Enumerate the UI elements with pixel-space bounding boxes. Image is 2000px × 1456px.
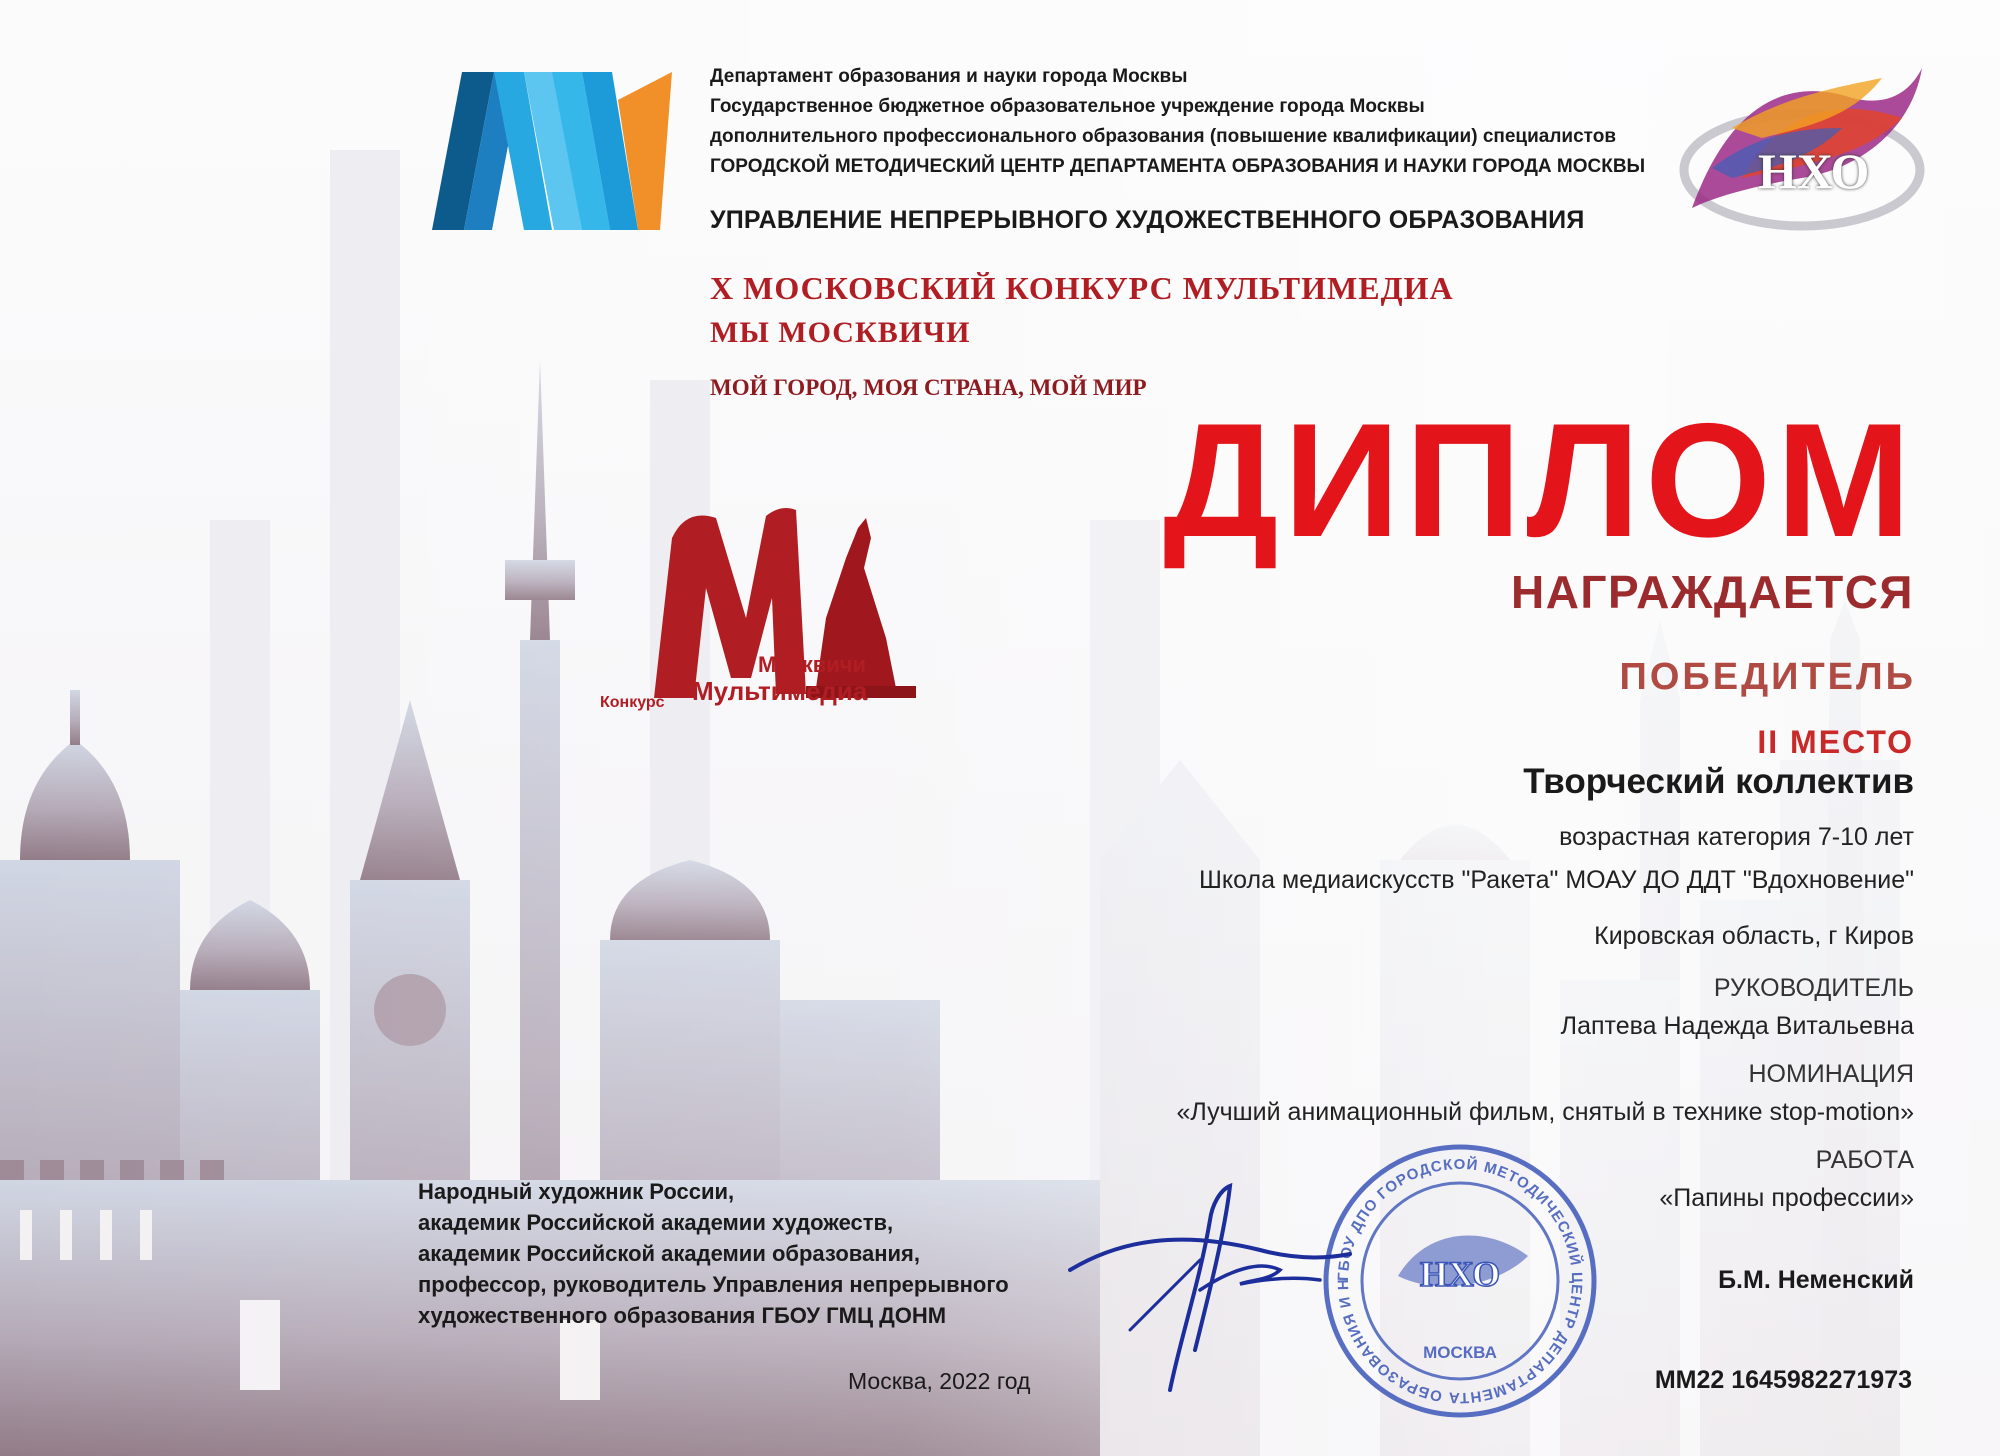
stamp-ring-text: ГБОУ ДПО ГОРОДСКОЙ МЕТОДИЧЕСКИЙ ЦЕНТР ДЕПАРТАМЕНТА ОБРАЗОВАНИЯ И Н — [1334, 1155, 1586, 1407]
work-label: РАБОТА — [1815, 1146, 1914, 1174]
header-line-3: дополнительного профессионального образования (повышение квалификации) специалистов — [710, 126, 1617, 147]
contest-logo — [596, 498, 926, 726]
recipient-name: Творческий коллектив — [1523, 762, 1914, 801]
nho-logo-text: НХО — [1758, 143, 1870, 199]
signatory-line: академик Российской академии образования, — [418, 1241, 920, 1266]
nho-logo — [1672, 58, 1932, 238]
age-category: возрастная категория 7-10 лет — [1559, 823, 1914, 851]
place-year: Москва, 2022 год — [848, 1368, 1031, 1394]
stamp-city-text: МОСКВА — [1423, 1343, 1497, 1362]
nomination-value: «Лучший анимационный фильм, снятый в технике stop-motion» — [1176, 1098, 1914, 1126]
stamp-graphic — [1318, 1136, 1602, 1426]
department-title: УПРАВЛЕНИЕ НЕПРЕРЫВНОГО ХУДОЖЕСТВЕННОГО ОБРАЗОВАНИЯ — [710, 206, 1585, 234]
contest-motto: МОЙ ГОРОД, МОЯ СТРАНА, МОЙ МИР — [710, 375, 1147, 400]
region: Кировская область, г Киров — [1594, 922, 1914, 950]
signatory-line: академик Российской академии художеств, — [418, 1210, 894, 1235]
header-line-4: ГОРОДСКОЙ МЕТОДИЧЕСКИЙ ЦЕНТР ДЕПАРТАМЕНТА ОБРАЗОВАНИЯ И НАУКИ ГОРОДА МОСКВЫ — [710, 156, 1646, 177]
header-line-1: Департамент образования и науки города Москвы — [710, 66, 1188, 87]
signatory-line: профессор, руководитель Управления непрерывного — [418, 1272, 1009, 1297]
diploma-title: ДИПЛОМ — [1163, 390, 1916, 571]
organization: Школа медиаискусств "Ракета" МОАУ ДО ДДТ "Вдохновение" — [1199, 866, 1914, 894]
contest-logo-word-3: Конкурс — [600, 694, 665, 711]
leader-label: РУКОВОДИТЕЛЬ — [1713, 974, 1914, 1002]
signatory-line: Народный художник России, — [418, 1179, 735, 1204]
signatory-name: Б.М. Неменский — [1718, 1266, 1914, 1294]
nomination-label: НОМИНАЦИЯ — [1748, 1060, 1914, 1088]
contest-logo-word-1: Москвичи — [758, 652, 867, 677]
place-label: II МЕСТО — [1757, 724, 1914, 760]
winner-status: ПОБЕДИТЕЛЬ — [1619, 656, 1916, 698]
work-title: «Папины профессии» — [1659, 1184, 1914, 1212]
signatory-line: художественного образования ГБОУ ГМЦ ДОНМ — [418, 1303, 947, 1328]
contest-title: X МОСКОВСКИЙ КОНКУРС МУЛЬТИМЕДИА — [710, 270, 1454, 306]
handwritten-signature — [1060, 1180, 1360, 1400]
gmc-logo — [432, 72, 672, 230]
official-stamp — [1318, 1136, 1602, 1426]
header-line-2: Государственное бюджетное образовательное учреждение города Москвы — [710, 96, 1425, 117]
contest-subtitle: МЫ МОСКВИЧИ — [710, 316, 971, 349]
contest-logo-word-2: Мультимедиа — [692, 676, 868, 706]
leader-name: Лаптева Надежда Витальевна — [1560, 1012, 1914, 1040]
diploma-code: ММ22 1645982271973 — [1654, 1366, 1912, 1394]
awarded-label: НАГРАЖДАЕТСЯ — [1510, 566, 1914, 618]
stamp-center-text: НХО — [1419, 1254, 1501, 1294]
signatory-credentials — [418, 1176, 1009, 1331]
